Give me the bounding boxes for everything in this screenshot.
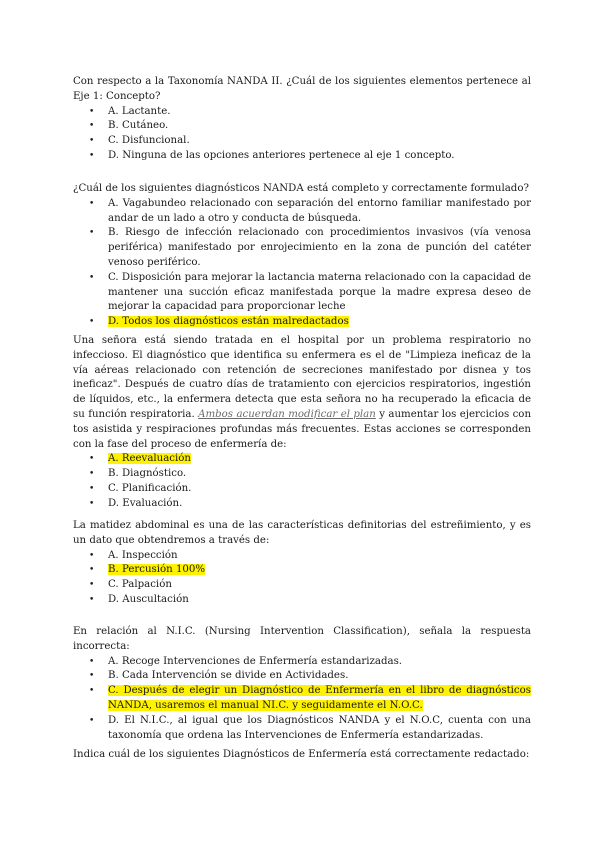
question-4-option-c: • C. Palpación [73,578,531,593]
answer-highlight: B. Percusión 100% [108,564,206,576]
answer-highlight: A. Reevaluación [108,453,191,465]
question-1-stem: Con respecto a la Taxonomía NANDA II. ¿Cuál de los siguientes elementos pertenece al Eje 1: Concepto? [73,76,531,102]
question-4-stem: La matidez abdominal es una de las características definitorias del estreñimiento, y es un dato que obtendremos a través de: [73,520,531,546]
question-1-options [73,105,531,164]
question-4-option-b [73,563,531,578]
question-5-option-c [73,684,531,714]
question-2-option-a: • A. Vagabundeo relacionado con separación del entorno familiar manifestado por andar de un lado a otro y conducta de búsqueda. [73,197,531,227]
question-3-stem-text: Una señora está siendo tratada en el hospital por un problema respiratorio no infeccioso. El diagnóstico que identifica su enfermera es el de "Limpieza ineficaz de la vía aéreas relacionado con retención de secreciones manifestado por disnea y tos ineficaz". Después de cuatro días de tratamiento con ejercicios respiratorios, ingestión de líquidos, etc., la enfermera detecta que esta señora no ha recuperado la eficacia de su función respiratoria. [73,335,531,420]
question-2-options [73,197,531,330]
question-3-options [73,452,531,511]
question-5 [73,625,531,743]
question-1 [73,75,531,164]
question-5-options [73,655,531,744]
question-5-option-d: • D. El N.I.C., al igual que los Diagnósticos NANDA y el N.O.C, cuenta con una taxonomía que ordena las Intervenciones de Enfermería estandarizadas. [73,714,531,744]
question-3-option-b: • B. Diagnóstico. [73,467,531,482]
question-2 [73,182,531,330]
question-6-stem: Indica cuál de los siguientes Diagnósticos de Enfermería está correctamente redactado: [73,749,530,760]
question-3-option-c: • C. Planificación. [73,482,531,497]
question-4-options [73,549,531,608]
question-4-option-a: • A. Inspección [73,549,531,564]
question-2-option-b: • B. Riesgo de infección relacionado con procedimientos invasivos (vía venosa periférica) manifestado por enrojecimiento en la zona de punción del catéter venoso periférico. [73,226,531,270]
question-6 [73,748,531,763]
question-2-option-c: • C. Disposición para mejorar la lactancia materna relacionado con la capacidad de mantener una succión eficaz manifestada porque la madre expresa deseo de mejorar la capacidad para proporcionar leche [73,271,531,315]
question-3-option-d: • D. Evaluación. [73,497,531,512]
question-1-option-d: • D. Ninguna de las opciones anteriores pertenece al eje 1 concepto. [73,149,531,164]
question-3-option-a [73,452,531,467]
question-4-option-d: • D. Auscultación [73,593,531,608]
answer-highlight: C. Después de elegir un Diagnóstico de Enfermería en el libro de diagnósticos NANDA, usaremos el manual NI.C. y seguidamente el N.O.C. [108,685,531,711]
question-3 [73,334,531,512]
question-3-stem-text-end: y aumentar los ejercicios con tos asistida y respiraciones profundas más frecuentes. Estas acciones se corresponden con la fase del proceso de enfermería de: [73,408,532,450]
question-3-stem [73,334,531,452]
question-2-stem: ¿Cuál de los siguientes diagnósticos NANDA está completo y correctamente formulado? [73,183,529,194]
question-4 [73,519,531,608]
comment-link[interactable]: Ambos acuerdan modificar el plan [198,408,376,420]
answer-highlight: D. Todos los diagnósticos están malredactados [108,316,349,328]
question-5-stem: En relación al N.I.C. (Nursing Intervention Classification), señala la respuesta incorrecta: [73,626,531,652]
question-1-option-a: • A. Lactante. [73,105,531,120]
question-2-option-d [73,315,531,330]
question-1-option-c: • C. Disfuncional. [73,134,531,149]
question-1-option-b: • B. Cutáneo. [73,119,531,134]
question-5-option-a: • A. Recoge Intervenciones de Enfermería estandarizadas. [73,655,531,670]
question-5-option-b: • B. Cada Intervención se divide en Actividades. [73,669,531,684]
